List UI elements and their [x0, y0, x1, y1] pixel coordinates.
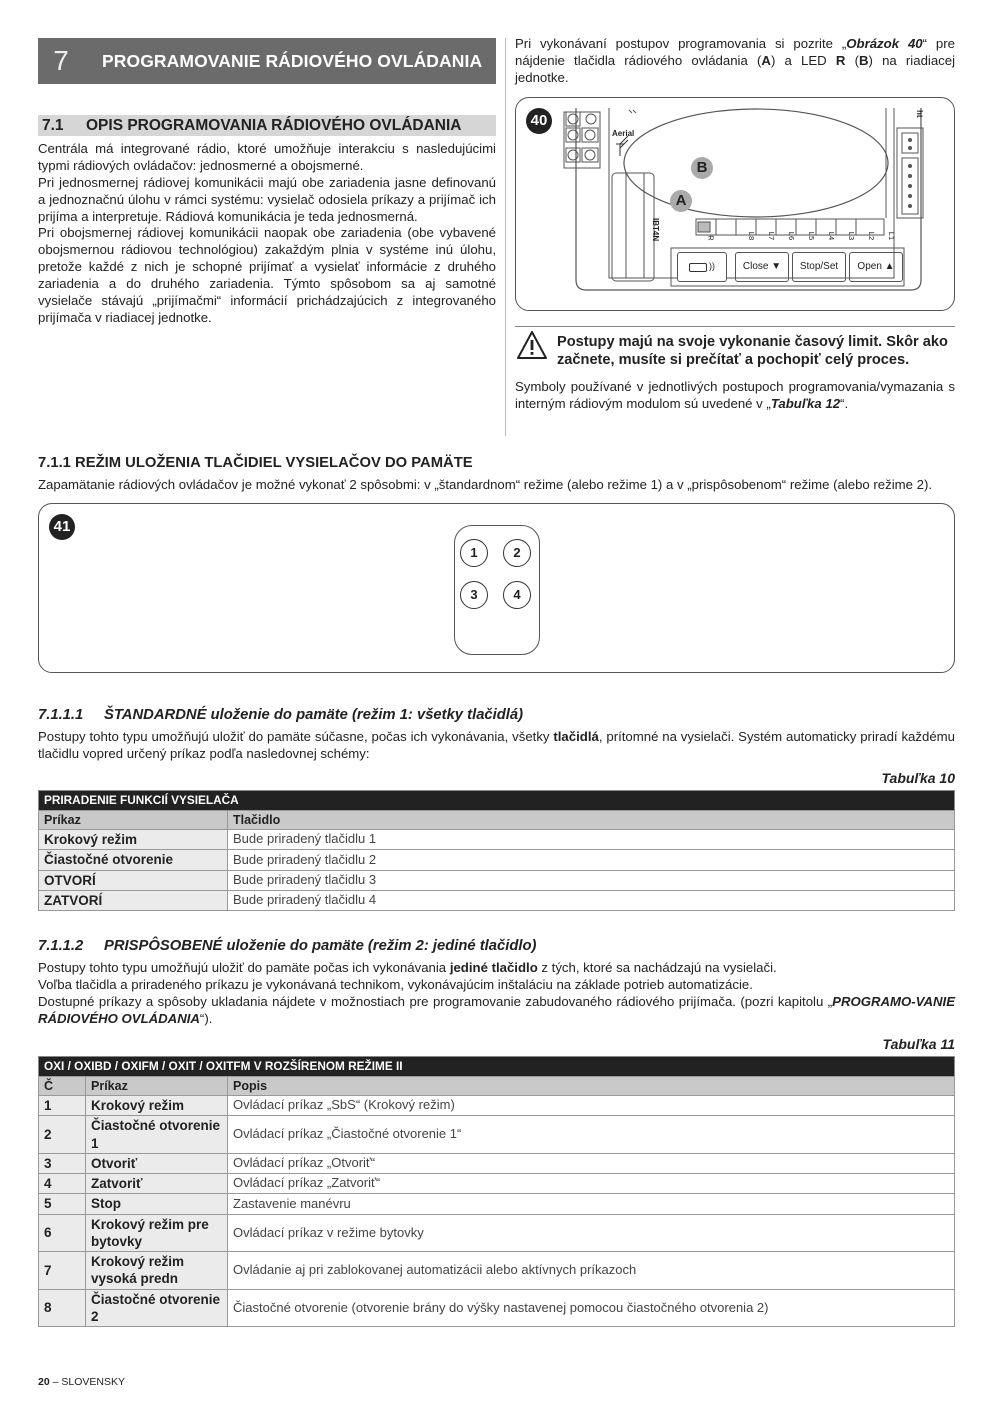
- remote-button-1: 1: [460, 539, 488, 567]
- subsection-7-1-1-text: Zapamätanie rádiových ovládačov je možné vykonať 2 spôsobmi: v „štandardnom“ režime (alebo režime 1) a v „prispôsobenom“ režime (alebo režime 2).: [38, 477, 933, 492]
- subsection-7-1-1-2-title: [38, 937, 536, 956]
- text-run: “).: [199, 1010, 213, 1026]
- table-10: [38, 790, 955, 911]
- cell-command: Čiastočné otvorenie 2: [86, 1289, 228, 1327]
- text-run: R: [835, 52, 846, 68]
- cell-command: Krokový režim: [39, 830, 228, 850]
- text-run: jediné tlačidlo: [449, 960, 538, 975]
- subsection-7-1-1-1-title: [38, 706, 523, 725]
- subsection-title: ŠTANDARDNÉ uloženie do pamäte (režim 1: všetky tlačidlá): [104, 707, 524, 723]
- cell-command: Čiastočné otvorenie 1: [86, 1116, 228, 1154]
- page-footer: [38, 1376, 125, 1389]
- remote-button-3: 3: [460, 581, 488, 609]
- cell-number: 2: [39, 1116, 86, 1154]
- paragraph: Pri obojsmernej rádiovej komunikácii naopak obe zariadenia (obe vybavené obojsmernou rádiovou technológiou) zakaždým plnia v systéme inú úlohu, pretože každé z nich je schopné prijímať a vysielať informácie z druhého zariadenia a do druhého zariadenia. Týmto spôsobom sa aj samotné vysielače stávajú „prijímačmi“ informácií prichádzajúcich z integrovaného prijímača v riadiacej jednotke.: [38, 225, 496, 325]
- language-label: – SLOVENSKY: [49, 1376, 125, 1388]
- table-11-caption: Tabuľka 11: [882, 1036, 955, 1052]
- cell-description: Ovládací príkaz v režime bytovky: [228, 1214, 955, 1252]
- subsection-number: 7.1.1.1: [38, 707, 84, 723]
- section-header: [38, 38, 496, 84]
- table-row: [39, 1252, 955, 1290]
- subsection-title: OPIS PROGRAMOVANIA RÁDIOVÉHO OVLÁDANIA: [86, 116, 462, 134]
- cell-description: Ovládací príkaz „Zatvoriť“: [228, 1174, 955, 1194]
- column-header: Príkaz: [86, 1077, 228, 1096]
- table-10-caption: Tabuľka 10: [881, 770, 955, 786]
- stopset-button: Stop/Set: [792, 252, 846, 282]
- cell-button: Bude priradený tlačidlu 3: [228, 870, 955, 890]
- figure-reference-text: [515, 36, 955, 87]
- cell-button: Bude priradený tlačidlu 1: [228, 830, 955, 850]
- text-run: ) a LED: [770, 52, 836, 68]
- subsection-number: 7.1.1.2: [38, 938, 84, 954]
- text-run: z tých, ktoré sa nachádzajú na vysielači.: [537, 960, 777, 975]
- led-label: L1: [886, 231, 896, 241]
- warning-rule: [515, 326, 955, 327]
- table-row: [39, 1289, 955, 1327]
- led-label: L3: [846, 231, 856, 241]
- table-row: [39, 1174, 955, 1194]
- cell-command: Čiastočné otvorenie: [39, 850, 228, 870]
- text-run: Postupy tohto typu umožňujú uložiť do pamäte počas ich vykonávania: [38, 960, 450, 975]
- intro-text: [38, 141, 496, 327]
- warning-icon: [516, 330, 548, 365]
- column-header: Príkaz: [39, 811, 228, 830]
- cell-number: 4: [39, 1174, 86, 1194]
- column-header: Popis: [228, 1077, 955, 1096]
- led-label-list: [704, 231, 901, 247]
- cell-button: Bude priradený tlačidlu 2: [228, 850, 955, 870]
- cell-number: 6: [39, 1214, 86, 1252]
- text-run: Postupy tohto typu umožňujú uložiť do pamäte súčasne, počas ich vykonávania, všetky: [38, 729, 554, 744]
- column-header: Tlačidlo: [228, 811, 955, 830]
- table-row: [39, 830, 955, 850]
- led-label: L4: [826, 231, 836, 241]
- column-divider: [505, 38, 506, 436]
- table-title: PRIRADENIE FUNKCIÍ VYSIELAČA: [39, 791, 955, 811]
- table-row: [39, 890, 955, 910]
- remote-button-4: 4: [503, 581, 531, 609]
- chapter-link: PROGRAMO-VANIE RÁDIOVÉHO OVLÁDANIA: [38, 993, 955, 1026]
- ht-label: ht: [915, 110, 924, 118]
- cell-number: 3: [39, 1153, 86, 1173]
- paragraph: Centrála má integrované rádio, ktoré umožňuje interakciu s nasledujúcimi typmi rádiových ovládačov: jednosmerné a obojsmerné.: [38, 141, 496, 173]
- cell-command: Krokový režim pre bytovky: [86, 1214, 228, 1252]
- subsection-7-1-1-1-text: [38, 729, 955, 763]
- cell-command: Stop: [86, 1194, 228, 1214]
- cell-description: Ovládací príkaz „SbS“ (Krokový režim): [228, 1096, 955, 1116]
- remote-button-2: 2: [503, 539, 531, 567]
- cell-description: Ovládanie aj pri zablokovanej automatizácii alebo aktívnych príkazoch: [228, 1252, 955, 1290]
- text-run: ) na riadiacej jednotke.: [515, 52, 956, 85]
- subsection-title: PRISPÔSOBENÉ uloženie do pamäte (režim 2: jediné tlačidlo): [104, 938, 537, 954]
- led-label: L6: [786, 231, 796, 241]
- cell-command: Krokový režim vysoká predn: [86, 1252, 228, 1290]
- table-row: [39, 870, 955, 890]
- aerial-label: Aerial: [612, 129, 635, 138]
- figure-40-badge: 40: [526, 108, 552, 134]
- signal-icon: )): [709, 261, 715, 272]
- symbols-text: [515, 379, 955, 413]
- led-label: L2: [866, 231, 876, 241]
- cell-description: Ovládací príkaz „Čiastočné otvorenie 1“: [228, 1116, 955, 1154]
- section-title: PROGRAMOVANIE RÁDIOVÉHO OVLÁDANIA: [102, 50, 483, 71]
- warning-text: Postupy majú na svoje vykonanie časový limit. Skôr ako začnete, musíte si prečítať a pochopiť celý proces.: [557, 334, 948, 369]
- text-run: “ pre nájdenie tlačidla rádiového ovládania (: [515, 36, 955, 68]
- cell-command: Zatvoriť: [86, 1174, 228, 1194]
- subsection-7-1-1-title: 7.1.1 REŽIM ULOŽENIA TLAČIDIEL VYSIELAČOV DO PAMÄTE: [38, 455, 473, 471]
- figure-link: Obrázok 40: [846, 36, 923, 51]
- cell-command: ZATVORÍ: [39, 890, 228, 910]
- open-button: Open ▲: [849, 252, 903, 282]
- table-row: [39, 1194, 955, 1214]
- text-run: B: [858, 52, 869, 68]
- paragraph: Pri jednosmernej rádiovej komunikácii majú obe zariadenia jasne definovanú a jednoznačnú úlohu v rámci systému: vysielač odosiela príkazy a prijímač ich prijíma a interpretuje. Rádiová komunikácia je teda jednosmerná.: [38, 174, 496, 224]
- text-run: (: [845, 52, 859, 68]
- subsection-7-1-1-2-text: [38, 960, 955, 1028]
- table-title: OXI / OXIBD / OXIFM / OXIT / OXITFM V ROZŠÍRENOM REŽIME II: [39, 1057, 955, 1077]
- cell-description: Ovládací príkaz „Otvoriť“: [228, 1153, 955, 1173]
- text-run: Pri vykonávaní postupov programovania si pozrite „: [515, 36, 847, 51]
- table-row: [39, 1096, 955, 1116]
- text-run: A: [761, 52, 771, 68]
- led-label: R: [706, 235, 716, 241]
- figure-41-badge: 41: [49, 514, 75, 540]
- section-number: 7: [53, 45, 69, 77]
- text-run: , prítomné na vysielači. Systém automaticky priradí každému tlačidlu vopred určený príkaz podľa nasledovnej schémy:: [38, 729, 955, 761]
- page-number: 20: [38, 1376, 50, 1388]
- led-label: L5: [806, 231, 816, 241]
- table-link: Tabuľka 12: [770, 395, 841, 411]
- text-run: Voľba tlačidla a priradeného príkazu je vykonávaná technikom, vykonávajúcim inštaláciu na základe potrieb automatizácie.: [38, 976, 753, 992]
- text-run: tlačidlá: [553, 729, 599, 744]
- table-11: [38, 1056, 955, 1327]
- cell-number: 1: [39, 1096, 86, 1116]
- cell-description: Zastavenie manévru: [228, 1194, 955, 1214]
- figure-40-control-board: [515, 97, 955, 311]
- led-label: L8: [746, 231, 756, 241]
- table-row: [39, 850, 955, 870]
- radio-button-a: [677, 252, 727, 282]
- close-button: Close ▼: [735, 252, 789, 282]
- cell-number: 7: [39, 1252, 86, 1290]
- table-row: [39, 1214, 955, 1252]
- cell-button: Bude priradený tlačidlu 4: [228, 890, 955, 910]
- cell-command: Otvoriť: [86, 1153, 228, 1173]
- led-label: L7: [766, 231, 776, 241]
- cell-command: Krokový režim: [86, 1096, 228, 1116]
- subsection-number: 7.1: [42, 116, 64, 134]
- radio-icon: [689, 263, 707, 272]
- text-run: Symboly používané v jednotlivých postupoch programovania/vymazania s interným rádiovým modulom sú uvedené v „: [515, 379, 955, 411]
- subsection-7-1-header: [38, 115, 496, 136]
- label-b-led-r: B: [691, 157, 713, 179]
- label-a-radio-button: A: [670, 190, 692, 212]
- cell-number: 8: [39, 1289, 86, 1327]
- cell-description: Čiastočné otvorenie (otvorenie brány do výšky nastavenej pomocou čiastočného otvorenia 2): [228, 1289, 955, 1327]
- table-row: [39, 1116, 955, 1154]
- table-row: [39, 1153, 955, 1173]
- column-header: Č: [39, 1077, 86, 1096]
- text-run: “.: [840, 395, 849, 411]
- cell-command: OTVORÍ: [39, 870, 228, 890]
- cell-number: 5: [39, 1194, 86, 1214]
- text-run: Dostupné príkazy a spôsoby ukladania nájdete v možnostiach pre programovanie zabudovaného rádiového prijímača. (pozri kapitolu „: [38, 993, 833, 1009]
- ibt4n-label: IBT4N: [651, 218, 660, 242]
